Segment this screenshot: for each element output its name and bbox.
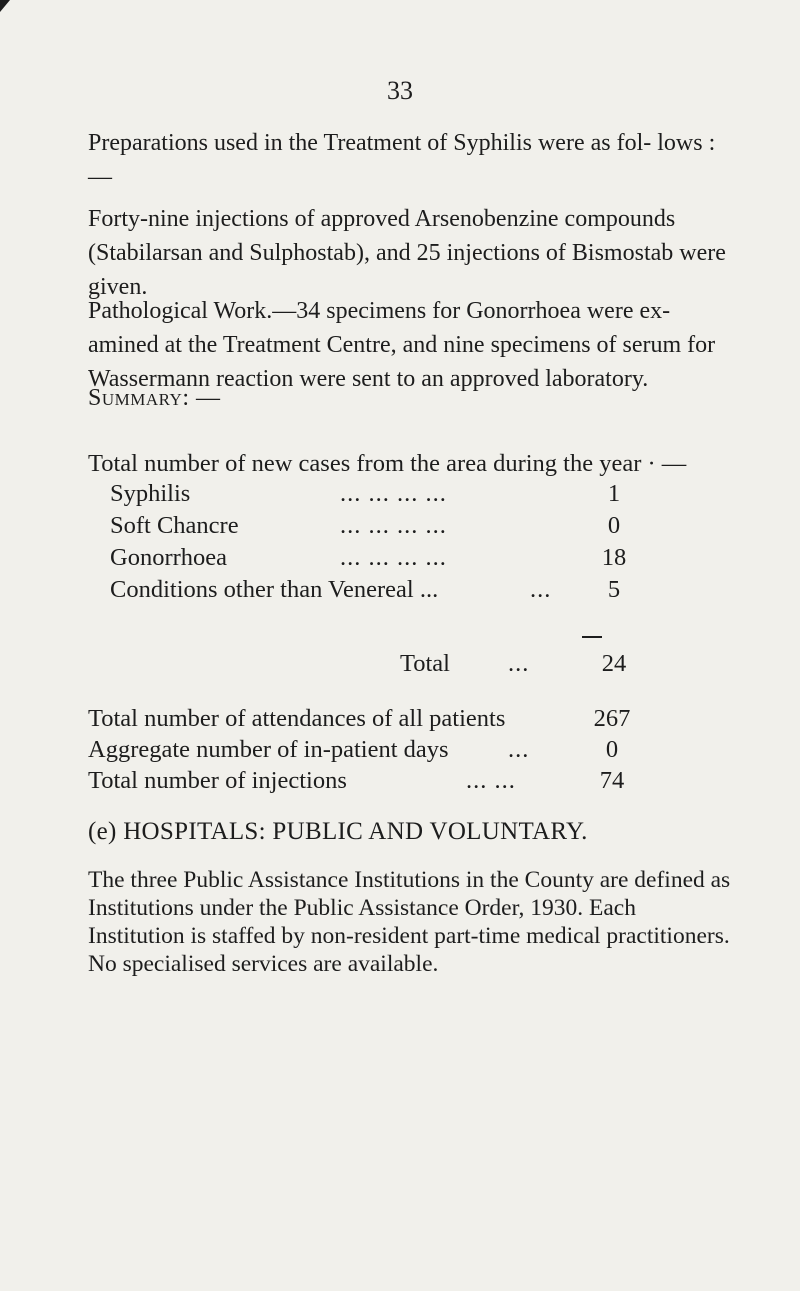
case-row-soft-chancre — [110, 512, 634, 544]
summary-heading-label: Summary — [88, 385, 183, 411]
attendances-row — [88, 705, 634, 737]
case-row-other-conditions — [110, 576, 634, 608]
summary-heading-suffix: : — — [182, 385, 221, 411]
leader-dots: ... ... ... ... — [340, 512, 447, 539]
case-row-gonorrhoea — [110, 544, 634, 576]
attendances-value: 267 — [593, 705, 631, 732]
hospitals-paragraph: The three Public Assistance Institutions in the County are defined as Institutions under the Public Assistance Order, 1930. Each Institution is staffed by non-resident part-time medical practitioners. No specialised services are available. — [88, 867, 731, 977]
total-row — [400, 650, 634, 682]
inpatient-days-row — [88, 736, 634, 768]
new-cases-intro: Total number of new cases from the area during the year · — — [88, 450, 687, 477]
injections-label: Total number of injections — [88, 767, 347, 794]
injections-value: 74 — [599, 767, 625, 794]
case-label: Syphilis — [110, 480, 191, 507]
total-rule — [582, 636, 602, 638]
case-label: Soft Chancre — [110, 512, 239, 539]
case-value: 18 — [601, 544, 627, 571]
corner-mark — [0, 0, 10, 12]
preparations-paragraph: Preparations used in the Treatment of Syphilis were as fol- lows : — — [88, 130, 716, 190]
inpatient-days-label: Aggregate number of in-patient days — [88, 736, 449, 763]
case-value: 1 — [607, 480, 621, 507]
injections-row — [88, 767, 634, 799]
leader-dots: ... — [508, 650, 530, 677]
leader-dots: ... — [508, 736, 530, 763]
leader-dots: ... ... ... ... — [340, 544, 447, 571]
summary-heading — [88, 385, 220, 412]
leader-dots: ... ... — [466, 767, 516, 794]
injections-paragraph: Forty-nine injections of approved Arsenobenzine compounds (Stabilarsan and Sulphostab), and 25 injections of Bismostab were given. — [88, 206, 726, 300]
total-value: 24 — [601, 650, 627, 677]
hospitals-heading: (e) HOSPITALS: PUBLIC AND VOLUNTARY. — [88, 818, 588, 845]
pathological-work-paragraph: Pathological Work.—34 specimens for Gonorrhoea were ex- amined at the Treatment Centre, and nine specimens of serum for Wassermann reaction were sent to an approved laboratory. — [88, 298, 716, 392]
leader-dots: ... — [530, 576, 552, 603]
case-row-syphilis — [110, 480, 634, 512]
page-number: 33 — [387, 76, 413, 105]
case-value: 0 — [607, 512, 621, 539]
attendances-label: Total number of attendances of all patients — [88, 705, 506, 732]
inpatient-days-value: 0 — [605, 736, 619, 763]
case-label: Conditions other than Venereal ... — [110, 576, 439, 603]
case-label: Gonorrhoea — [110, 544, 228, 571]
case-value: 5 — [607, 576, 621, 603]
total-label: Total — [400, 650, 450, 677]
leader-dots: ... ... ... ... — [340, 480, 447, 507]
